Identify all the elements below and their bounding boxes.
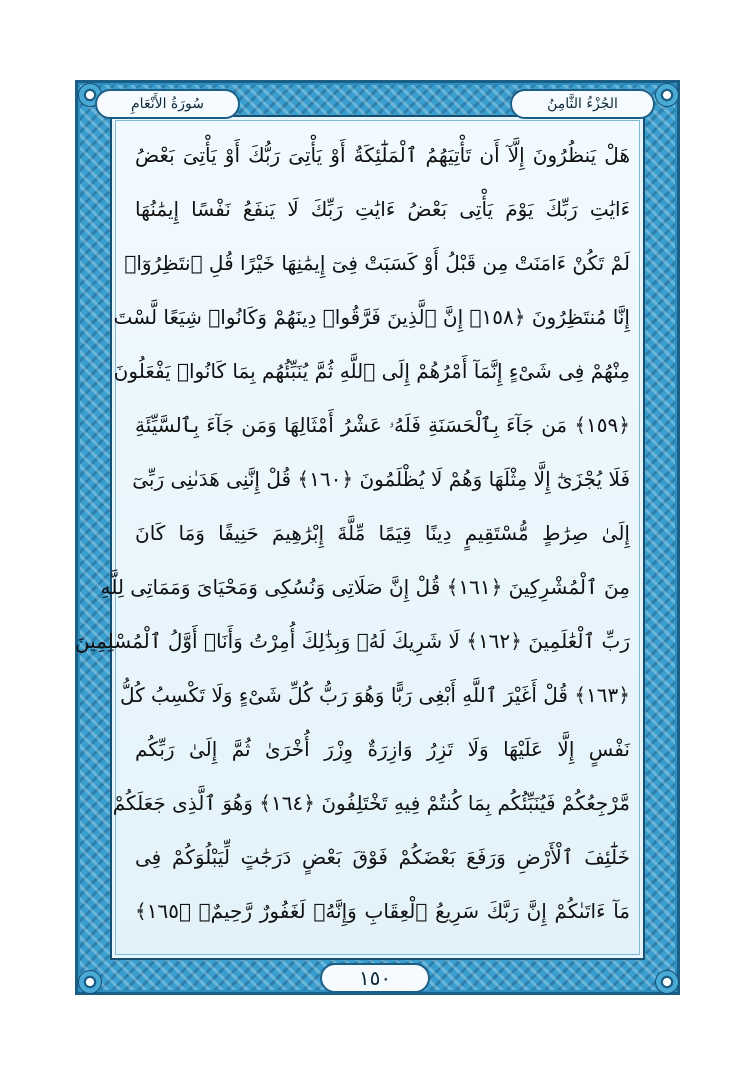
verse-line: لَمْ تَكُنْ ءَامَنَتْ مِن قَبْلُ أَوْ كَسَبَتْ فِىٓ إِيمَٰنِهَا خَيْرًا قُلِ ٱنتَظِرُوٓا۟	[124, 251, 630, 275]
verse-line: هَلْ يَنظُرُونَ إِلَّآ أَن تَأْتِيَهُمُ ٱلْمَلَٰٓئِكَةُ أَوْ يَأْتِىَ رَبُّكَ أَوْ يَأْتِىَ بَعْضُ	[135, 143, 630, 167]
page-number: ١٥٠	[320, 963, 430, 993]
verse-line: ﴿١٦٣﴾ قُلْ أَغَيْرَ ٱللَّهِ أَبْغِى رَبًّا وَهُوَ رَبُّ كُلِّ شَىْءٍ وَلَا تَكْسِبُ كُلُّ	[119, 683, 630, 707]
verse-line: خَلَٰٓئِفَ ٱلْأَرْضِ وَرَفَعَ بَعْضَكُمْ فَوْقَ بَعْضٍ دَرَجَٰتٍ لِّيَبْلُوَكُمْ فِى	[135, 845, 630, 869]
verse-lines	[74, 128, 630, 938]
verse-line: مَّرْجِعُكُمْ فَيُنَبِّئُكُم بِمَا كُنتُمْ فِيهِ تَخْتَلِفُونَ ﴿١٦٤﴾ وَهُوَ ٱلَّذِى جَعَلَكُمْ	[112, 791, 630, 815]
verse-line: ﴿١٥٩﴾ مَن جَآءَ بِٱلْحَسَنَةِ فَلَهُۥ عَشْرُ أَمْثَالِهَا وَمَن جَآءَ بِٱلسَّيِّئَةِ	[135, 413, 630, 437]
verse-line: فَلَا يُجْزَىٰٓ إِلَّا مِثْلَهَا وَهُمْ لَا يُظْلَمُونَ ﴿١٦٠﴾ قُلْ إِنَّنِى هَدَىٰنِى رَبِّىٓ	[132, 467, 630, 491]
verse-line: مِنْهُمْ فِى شَىْءٍ إِنَّمَآ أَمْرُهُمْ إِلَى ٱللَّهِ ثُمَّ يُنَبِّئُهُم بِمَا كَانُوا۟ يَفْعَلُونَ	[113, 359, 630, 383]
verse-line: نَفْسٍ إِلَّا عَلَيْهَا وَلَا تَزِرُ وَازِرَةٌ وِزْرَ أُخْرَىٰ ثُمَّ إِلَىٰ رَبِّكُم	[135, 737, 630, 761]
verse-line: إِنَّا مُنتَظِرُونَ ﴿١٥٨﴾ إِنَّ ٱلَّذِينَ فَرَّقُوا۟ دِينَهُمْ وَكَانُوا۟ شِيَعًا لَّسْتَ	[113, 305, 630, 329]
verse-line: إِلَىٰ صِرَٰطٍ مُّسْتَقِيمٍ دِينًا قِيَمًا مِّلَّةَ إِبْرَٰهِيمَ حَنِيفًا وَمَا كَانَ	[135, 521, 630, 545]
corner-ornament-icon	[78, 970, 102, 994]
surah-name-header: سُورَةُ الأَنْعَامِ	[95, 89, 240, 119]
corner-ornament-icon	[655, 83, 679, 107]
juz-name-header: الجُزْءُ الثَّامِنُ	[510, 89, 655, 119]
verse-line: مَآ ءَاتَىٰكُمْ إِنَّ رَبَّكَ سَرِيعُ ٱلْعِقَابِ وَإِنَّهُۥ لَغَفُورٌ رَّحِيمٌۢ ﴿١٦٥﴾	[135, 899, 630, 923]
corner-ornament-icon	[655, 970, 679, 994]
verse-line: رَبِّ ٱلْعَٰلَمِينَ ﴿١٦٢﴾ لَا شَرِيكَ لَهُۥ وَبِذَٰلِكَ أُمِرْتُ وَأَنَا۠ أَوَّلُ ٱلْمُسْلِمِينَ	[74, 629, 630, 653]
verse-line: ءَايَٰتِ رَبِّكَ يَوْمَ يَأْتِى بَعْضُ ءَايَٰتِ رَبِّكَ لَا يَنفَعُ نَفْسًا إِيمَٰنُهَا	[135, 197, 630, 221]
verse-line: مِنَ ٱلْمُشْرِكِينَ ﴿١٦١﴾ قُلْ إِنَّ صَلَاتِى وَنُسُكِى وَمَحْيَاىَ وَمَمَاتِى لِلَّهِ	[100, 575, 630, 599]
